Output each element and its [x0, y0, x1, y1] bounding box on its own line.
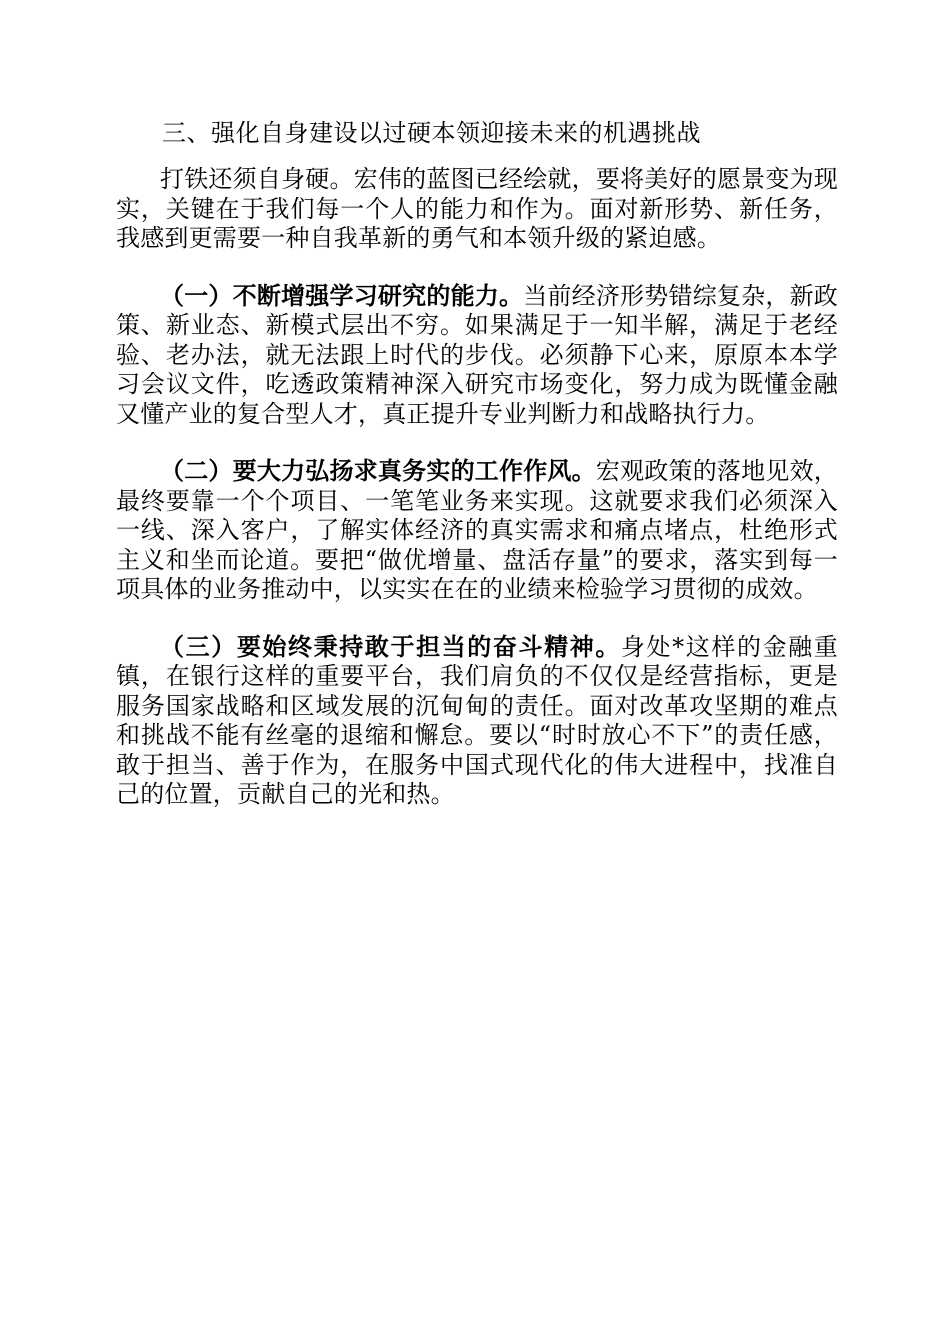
- paragraph-learning: [116, 281, 838, 430]
- intro-paragraph: 打铁还须自身硬。宏伟的蓝图已经绘就，要将美好的愿景变为现实，关键在于我们每一个人的能力和作为。面对新形势、新任务，我感到更需要一种自我革新的勇气和本领升级的紧迫感。: [116, 165, 838, 252]
- section-heading: 三、强化自身建设以过硬本领迎接未来的机遇挑战: [162, 119, 701, 147]
- paragraph-responsibility: [116, 632, 838, 810]
- paragraph-body: 当前经济形势错综复杂，新政策、新业态、新模式层出不穷。如果满足于一知半解，满足于老经验、老办法，就无法跟上时代的步伐。必须静下心来，原原本本学习会议文件，吃透政策精神深入研究市场变化，努力成为既懂金融又懂产业的复合型人才，真正提升专业判断力和战略执行力。: [116, 281, 838, 428]
- document-body: [116, 113, 838, 810]
- paragraph-lead: （二）要大力弘扬求真务实的工作作风。: [160, 456, 596, 485]
- paragraph-lead: （三）要始终秉持敢于担当的奋斗精神。: [160, 631, 621, 661]
- paragraph-body: 宏观政策的落地见效，最终要靠一个个项目、一笔笔业务来实现。这就要求我们必须深入一线、深入客户，了解实体经济的真实需求和痛点堵点，杜绝形式主义和坐而论道。要把“做优增量、盘活存量”的要求，落实到每一项具体的业务推动中，以实实在在的业绩来检验学习贯彻的成效。: [116, 457, 838, 603]
- paragraph-body: 身处*这样的金融重镇，在银行这样的重要平台，我们肩负的不仅仅是经营指标，更是服务国家战略和区域发展的沉甸甸的责任。面对改革攻坚期的难点和挑战不能有丝毫的退缩和懈怠。要以“时时放心不下”的责任感，敢于担当、善于作为，在服务中国式现代化的伟大进程中，找准自己的位置，贡献自己的光和热。: [116, 632, 838, 808]
- paragraph-work-style: [116, 456, 838, 605]
- paragraph-lead: （一）不断增强学习研究的能力。: [160, 280, 524, 310]
